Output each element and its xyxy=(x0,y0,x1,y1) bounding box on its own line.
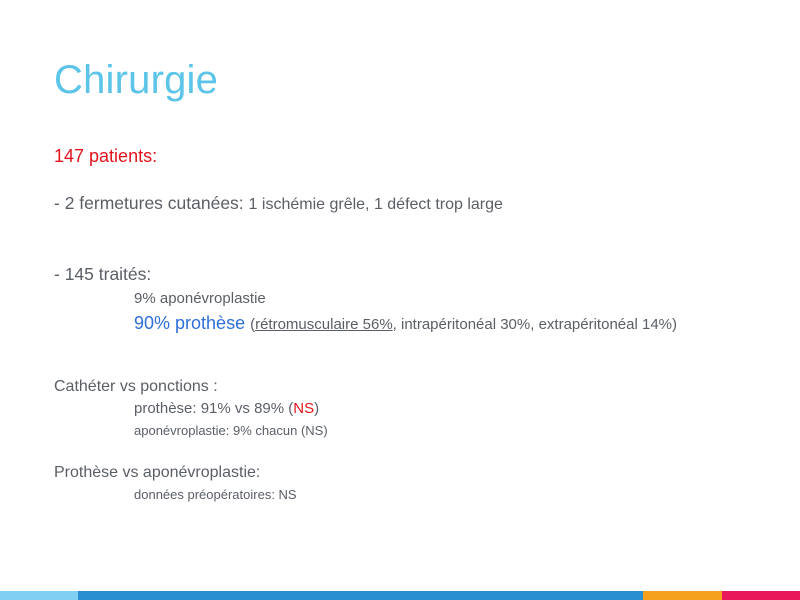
retromusculaire-text: rétromusculaire 56% xyxy=(255,316,393,333)
catheter-prothese-line xyxy=(134,400,319,417)
prothese-rest: , intrapéritonéal 30%, extrapéritonéal 14%) xyxy=(392,316,677,333)
prothese-label: 90% prothèse xyxy=(134,313,246,333)
fermetures-detail: 1 ischémie grêle, 1 défect trop large xyxy=(248,196,503,213)
ns-highlight: NS xyxy=(293,400,315,417)
aponevroplastie-line: 9% aponévroplastie xyxy=(134,290,266,307)
prothese-detail xyxy=(250,316,677,333)
catheter-aponevroplastie-line: aponévroplastie: 9% chacun (NS) xyxy=(134,423,328,438)
footer-segment-orange xyxy=(643,591,722,600)
comparison-title: Prothèse vs aponévroplastie: xyxy=(54,464,261,481)
fermetures-line xyxy=(54,193,503,214)
footer-segment-light-blue xyxy=(0,591,78,600)
footer-segment-blue xyxy=(78,591,643,600)
footer-segment-pink xyxy=(722,591,800,600)
comparison-detail: données préopératoires: NS xyxy=(134,487,297,502)
footer-color-bar xyxy=(0,591,800,600)
catheter-prothese-suffix: ) xyxy=(314,400,320,417)
catheter-prothese-prefix: prothèse: 91% vs 89% ( xyxy=(134,400,294,417)
patients-count: 147 patients: xyxy=(54,146,158,166)
prothese-line xyxy=(134,313,677,334)
slide-title: Chirurgie xyxy=(54,58,219,102)
catheter-title: Cathéter vs ponctions : xyxy=(54,378,218,395)
fermetures-label: - 2 fermetures cutanées: xyxy=(54,193,244,213)
traites-line: - 145 traités: xyxy=(54,264,152,284)
prothese-open-paren: ( xyxy=(250,316,256,333)
